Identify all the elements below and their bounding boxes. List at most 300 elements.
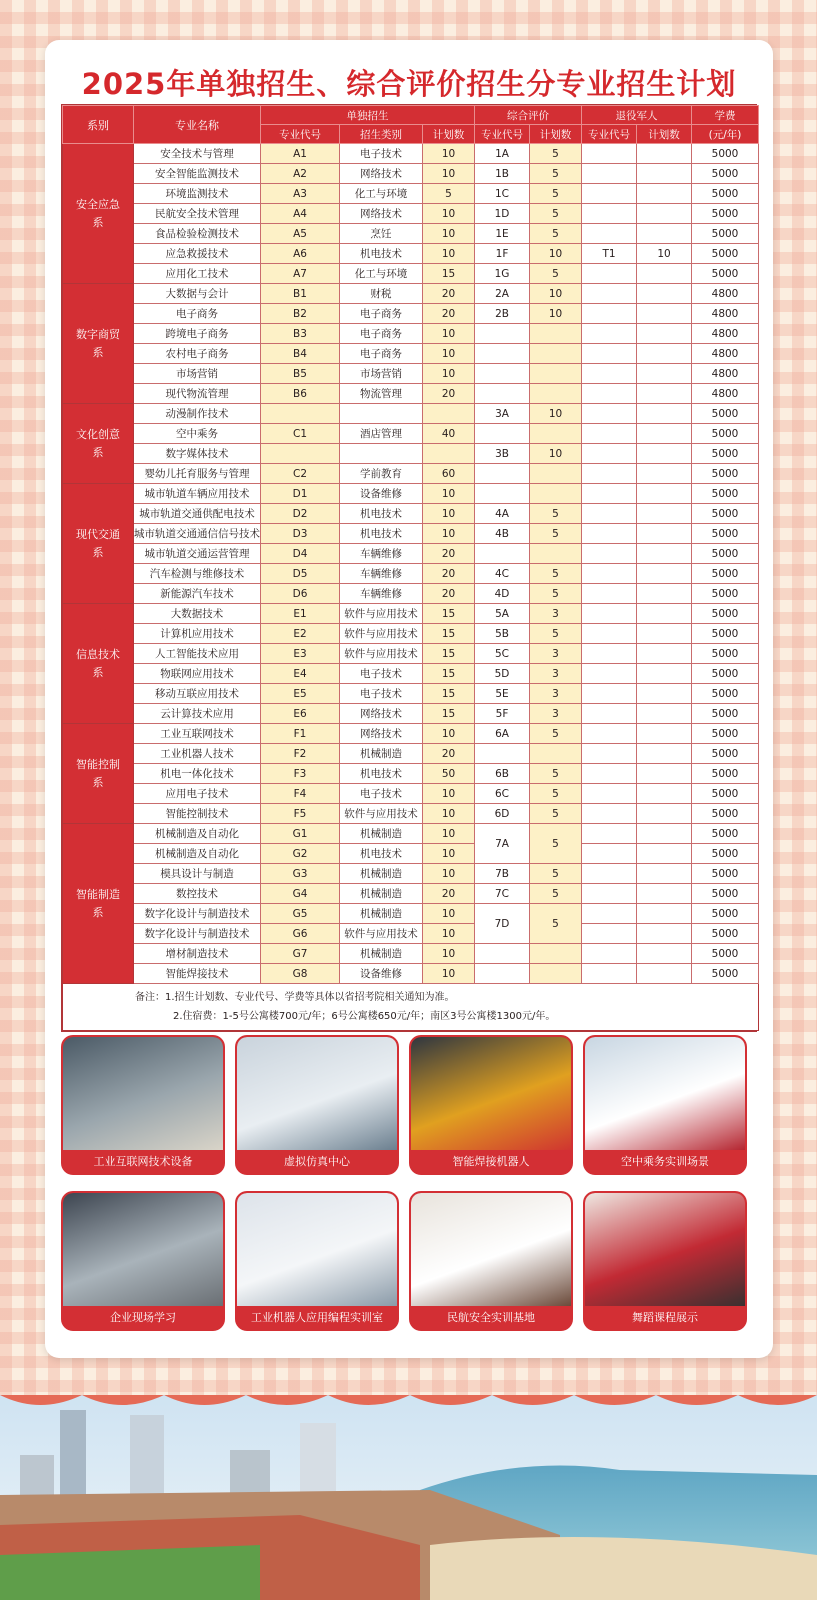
comp-code-cell: 1G — [475, 264, 530, 284]
comp-code-cell — [475, 324, 530, 344]
comp-plan-cell: 5 — [530, 264, 582, 284]
photo-image — [411, 1037, 571, 1150]
category-cell: 网络技术 — [340, 204, 423, 224]
table-row — [63, 804, 759, 824]
plan-count-cell: 60 — [423, 464, 475, 484]
comp-plan-cell — [530, 544, 582, 564]
table-row — [63, 484, 759, 504]
header-veteran: 退役军人 — [582, 106, 692, 125]
header-comp-plan: 计划数 — [530, 125, 582, 144]
major-name-cell: 机械制造及自动化 — [134, 824, 261, 844]
table-row — [63, 784, 759, 804]
table-row — [63, 264, 759, 284]
vet-code-cell — [582, 424, 637, 444]
vet-code-cell — [582, 944, 637, 964]
table-row — [63, 704, 759, 724]
major-name-cell: 数字媒体技术 — [134, 444, 261, 464]
comp-plan-cell: 10 — [530, 304, 582, 324]
table-row — [63, 164, 759, 184]
table-row — [63, 684, 759, 704]
category-cell: 电子商务 — [340, 344, 423, 364]
category-cell: 电子商务 — [340, 304, 423, 324]
major-name-cell: 物联网应用技术 — [134, 664, 261, 684]
vet-code-cell — [582, 584, 637, 604]
vet-plan-cell — [637, 604, 692, 624]
major-code-cell: G1 — [261, 824, 340, 844]
fee-cell: 5000 — [692, 844, 759, 864]
comp-code-cell: 7C — [475, 884, 530, 904]
fee-cell: 5000 — [692, 924, 759, 944]
photo-image — [585, 1037, 745, 1150]
category-cell: 机电技术 — [340, 764, 423, 784]
comp-plan-cell: 3 — [530, 644, 582, 664]
major-name-cell: 空中乘务 — [134, 424, 261, 444]
vet-code-cell — [582, 344, 637, 364]
category-cell: 财税 — [340, 284, 423, 304]
major-name-cell: 大数据与会计 — [134, 284, 261, 304]
vet-code-cell — [582, 724, 637, 744]
plan-count-cell: 10 — [423, 224, 475, 244]
comp-plan-cell: 3 — [530, 604, 582, 624]
table-row — [63, 624, 759, 644]
header-fee: 学费 — [692, 106, 759, 125]
major-code-cell: G3 — [261, 864, 340, 884]
vet-plan-cell — [637, 804, 692, 824]
plan-count-cell: 20 — [423, 384, 475, 404]
photo-image — [237, 1193, 397, 1306]
header-dept: 系别 — [63, 106, 134, 144]
vet-code-cell — [582, 824, 637, 844]
category-cell: 机械制造 — [340, 824, 423, 844]
photo-image — [411, 1193, 571, 1306]
major-code-cell: A6 — [261, 244, 340, 264]
fee-cell: 5000 — [692, 404, 759, 424]
fee-cell: 5000 — [692, 424, 759, 444]
comp-code-cell: 4A — [475, 504, 530, 524]
table-row — [63, 184, 759, 204]
vet-code-cell — [582, 664, 637, 684]
fee-cell: 4800 — [692, 364, 759, 384]
major-name-cell: 数字化设计与制造技术 — [134, 904, 261, 924]
major-name-cell: 动漫制作技术 — [134, 404, 261, 424]
table-row — [63, 444, 759, 464]
vet-plan-cell — [637, 184, 692, 204]
poster-card — [45, 40, 773, 1358]
plan-count-cell: 50 — [423, 764, 475, 784]
table-row — [63, 724, 759, 744]
fee-cell: 5000 — [692, 224, 759, 244]
plan-count-cell: 20 — [423, 884, 475, 904]
category-cell — [340, 444, 423, 464]
category-cell: 机电技术 — [340, 244, 423, 264]
category-cell: 电子技术 — [340, 784, 423, 804]
fee-cell: 5000 — [692, 504, 759, 524]
plan-count-cell: 10 — [423, 324, 475, 344]
major-code-cell: D4 — [261, 544, 340, 564]
major-code-cell: A3 — [261, 184, 340, 204]
plan-count-cell: 10 — [423, 864, 475, 884]
major-code-cell: G7 — [261, 944, 340, 964]
comp-code-cell — [475, 464, 530, 484]
fee-cell: 5000 — [692, 944, 759, 964]
major-name-cell: 市场营销 — [134, 364, 261, 384]
major-code-cell: B6 — [261, 384, 340, 404]
vet-code-cell — [582, 864, 637, 884]
category-cell: 网络技术 — [340, 164, 423, 184]
fee-cell: 5000 — [692, 584, 759, 604]
major-code-cell: B3 — [261, 324, 340, 344]
major-code-cell: E4 — [261, 664, 340, 684]
city-skyline-image — [0, 1395, 817, 1600]
fee-cell: 5000 — [692, 684, 759, 704]
vet-code-cell — [582, 624, 637, 644]
vet-code-cell — [582, 904, 637, 924]
major-name-cell: 大数据技术 — [134, 604, 261, 624]
major-code-cell: A2 — [261, 164, 340, 184]
enrollment-table-wrap — [61, 104, 757, 1032]
note-line-1: 备注：1.招生计划数、专业代号、学费等具体以省招考院相关通知为准。 — [135, 992, 455, 1003]
comp-plan-cell — [530, 324, 582, 344]
plan-count-cell: 10 — [423, 504, 475, 524]
comp-plan-cell: 10 — [530, 444, 582, 464]
dept-cell: 数字商贸系 — [63, 284, 134, 404]
plan-count-cell: 10 — [423, 844, 475, 864]
category-cell: 化工与环境 — [340, 264, 423, 284]
table-row — [63, 604, 759, 624]
plan-count-cell: 15 — [423, 604, 475, 624]
fee-cell: 5000 — [692, 744, 759, 764]
fee-cell: 5000 — [692, 204, 759, 224]
fee-cell: 5000 — [692, 604, 759, 624]
photo-caption: 舞蹈课程展示 — [632, 1311, 698, 1324]
table-row — [63, 244, 759, 264]
vet-plan-cell — [637, 484, 692, 504]
vet-code-cell — [582, 544, 637, 564]
header-major: 专业名称 — [134, 106, 261, 144]
major-code-cell: F3 — [261, 764, 340, 784]
table-row — [63, 284, 759, 304]
category-cell: 软件与应用技术 — [340, 924, 423, 944]
vet-code-cell — [582, 284, 637, 304]
comp-plan-cell — [530, 964, 582, 984]
category-cell: 学前教育 — [340, 464, 423, 484]
category-cell: 电子技术 — [340, 144, 423, 164]
comp-code-cell: 5F — [475, 704, 530, 724]
vet-code-cell — [582, 384, 637, 404]
fee-cell: 5000 — [692, 444, 759, 464]
table-row — [63, 864, 759, 884]
major-name-cell: 城市轨道交通运营管理 — [134, 544, 261, 564]
table-row — [63, 144, 759, 164]
page-title: 2025年单独招生、综合评价招生分专业招生计划 — [81, 67, 737, 101]
photo-image — [63, 1193, 223, 1306]
header-fee-unit: (元/年) — [692, 125, 759, 144]
vet-code-cell — [582, 164, 637, 184]
vet-plan-cell — [637, 164, 692, 184]
comp-code-cell: 1C — [475, 184, 530, 204]
vet-code-cell — [582, 784, 637, 804]
table-row — [63, 824, 759, 844]
table-row — [63, 364, 759, 384]
category-cell: 电子商务 — [340, 324, 423, 344]
comp-code-cell: 7A — [475, 824, 530, 864]
fee-cell: 5000 — [692, 564, 759, 584]
vet-plan-cell — [637, 624, 692, 644]
major-name-cell: 增材制造技术 — [134, 944, 261, 964]
major-code-cell: E6 — [261, 704, 340, 724]
table-body — [63, 144, 759, 984]
fee-cell: 5000 — [692, 484, 759, 504]
vet-code-cell — [582, 684, 637, 704]
vet-code-cell — [582, 464, 637, 484]
plan-count-cell: 10 — [423, 364, 475, 384]
comp-code-cell: 5D — [475, 664, 530, 684]
vet-code-cell — [582, 444, 637, 464]
comp-plan-cell: 5 — [530, 524, 582, 544]
fee-cell: 5000 — [692, 824, 759, 844]
category-cell: 机电技术 — [340, 844, 423, 864]
comp-code-cell — [475, 364, 530, 384]
fee-cell: 4800 — [692, 324, 759, 344]
major-name-cell: 城市轨道交通通信信号技术 — [134, 524, 261, 544]
category-cell: 机械制造 — [340, 864, 423, 884]
photo-card — [409, 1035, 573, 1175]
vet-plan-cell — [637, 864, 692, 884]
comp-code-cell: 1D — [475, 204, 530, 224]
category-cell: 物流管理 — [340, 384, 423, 404]
comp-code-cell: 6A — [475, 724, 530, 744]
header-comp-code: 专业代号 — [475, 125, 530, 144]
major-code-cell: B2 — [261, 304, 340, 324]
fee-cell: 5000 — [692, 664, 759, 684]
table-row — [63, 924, 759, 944]
plan-count-cell: 10 — [423, 724, 475, 744]
comp-code-cell — [475, 944, 530, 964]
category-cell: 设备维修 — [340, 484, 423, 504]
vet-code-cell — [582, 844, 637, 864]
comp-code-cell: 1A — [475, 144, 530, 164]
fee-cell: 4800 — [692, 284, 759, 304]
major-code-cell: G6 — [261, 924, 340, 944]
table-row — [63, 744, 759, 764]
category-cell: 设备维修 — [340, 964, 423, 984]
photo-image — [63, 1037, 223, 1150]
comp-plan-cell: 5 — [530, 504, 582, 524]
table-row — [63, 404, 759, 424]
dept-cell: 安全应急系 — [63, 144, 134, 284]
vet-code-cell — [582, 144, 637, 164]
table-row — [63, 504, 759, 524]
vet-code-cell — [582, 184, 637, 204]
comp-code-cell: 5B — [475, 624, 530, 644]
vet-plan-cell: 10 — [637, 244, 692, 264]
table-row — [63, 384, 759, 404]
major-name-cell: 现代物流管理 — [134, 384, 261, 404]
major-name-cell: 汽车检测与维修技术 — [134, 564, 261, 584]
vet-plan-cell — [637, 824, 692, 844]
comp-plan-cell: 3 — [530, 704, 582, 724]
table-row — [63, 644, 759, 664]
comp-plan-cell — [530, 464, 582, 484]
comp-plan-cell — [530, 744, 582, 764]
vet-code-cell — [582, 964, 637, 984]
major-code-cell: E3 — [261, 644, 340, 664]
enrollment-table — [62, 105, 759, 1031]
photo-caption: 企业现场学习 — [110, 1311, 176, 1324]
header-code: 专业代号 — [261, 125, 340, 144]
major-code-cell: G8 — [261, 964, 340, 984]
comp-plan-cell: 5 — [530, 164, 582, 184]
comp-plan-cell — [530, 484, 582, 504]
comp-code-cell — [475, 484, 530, 504]
table-row — [63, 464, 759, 484]
plan-count-cell: 15 — [423, 704, 475, 724]
plan-count-cell: 15 — [423, 644, 475, 664]
header-vet-plan: 计划数 — [637, 125, 692, 144]
vet-plan-cell — [637, 204, 692, 224]
major-name-cell: 食品检验检测技术 — [134, 224, 261, 244]
comp-plan-cell — [530, 364, 582, 384]
category-cell — [340, 404, 423, 424]
comp-plan-cell: 5 — [530, 884, 582, 904]
comp-plan-cell: 5 — [530, 584, 582, 604]
category-cell: 软件与应用技术 — [340, 804, 423, 824]
table-row — [63, 904, 759, 924]
major-name-cell: 城市轨道车辆应用技术 — [134, 484, 261, 504]
major-name-cell: 民航安全技术管理 — [134, 204, 261, 224]
major-name-cell: 工业机器人技术 — [134, 744, 261, 764]
plan-count-cell: 15 — [423, 664, 475, 684]
major-name-cell: 安全智能监测技术 — [134, 164, 261, 184]
comp-plan-cell: 3 — [530, 684, 582, 704]
major-name-cell: 智能焊接技术 — [134, 964, 261, 984]
major-code-cell: G2 — [261, 844, 340, 864]
plan-count-cell: 10 — [423, 164, 475, 184]
photo-caption: 空中乘务实训场景 — [621, 1155, 709, 1168]
comp-plan-cell — [530, 424, 582, 444]
comp-plan-cell: 10 — [530, 244, 582, 264]
comp-plan-cell: 5 — [530, 564, 582, 584]
major-code-cell: F5 — [261, 804, 340, 824]
vet-code-cell — [582, 744, 637, 764]
vet-plan-cell — [637, 964, 692, 984]
major-name-cell: 人工智能技术应用 — [134, 644, 261, 664]
vet-code-cell — [582, 264, 637, 284]
vet-plan-cell — [637, 284, 692, 304]
category-cell: 车辆维修 — [340, 584, 423, 604]
comp-code-cell — [475, 964, 530, 984]
photo-caption: 工业互联网技术设备 — [93, 1155, 193, 1168]
comp-code-cell — [475, 424, 530, 444]
category-cell: 机械制造 — [340, 944, 423, 964]
photo-caption: 工业机器人应用编程实训室 — [251, 1311, 383, 1324]
comp-plan-cell: 5 — [530, 184, 582, 204]
comp-code-cell: 2B — [475, 304, 530, 324]
table-row — [63, 664, 759, 684]
note-line-2: 2.住宿费：1-5号公寓楼700元/年；6号公寓楼650元/年；南区3号公寓楼1300元/年。 — [173, 1011, 556, 1022]
city-skyline-banner — [0, 1395, 817, 1600]
comp-plan-cell: 5 — [530, 144, 582, 164]
vet-code-cell — [582, 404, 637, 424]
vet-plan-cell — [637, 684, 692, 704]
major-name-cell: 智能控制技术 — [134, 804, 261, 824]
vet-plan-cell — [637, 844, 692, 864]
major-name-cell: 新能源汽车技术 — [134, 584, 261, 604]
vet-plan-cell — [637, 364, 692, 384]
plan-count-cell: 5 — [423, 184, 475, 204]
comp-plan-cell: 5 — [530, 204, 582, 224]
comp-code-cell: 1B — [475, 164, 530, 184]
major-code-cell: E1 — [261, 604, 340, 624]
plan-count-cell: 20 — [423, 744, 475, 764]
category-cell: 网络技术 — [340, 704, 423, 724]
header-comprehensive: 综合评价 — [475, 106, 582, 125]
vet-code-cell — [582, 364, 637, 384]
vet-plan-cell — [637, 404, 692, 424]
notes — [63, 984, 759, 1031]
fee-cell: 5000 — [692, 864, 759, 884]
major-code-cell — [261, 404, 340, 424]
table-row — [63, 544, 759, 564]
photo-card — [235, 1035, 399, 1175]
major-name-cell: 应用化工技术 — [134, 264, 261, 284]
vet-code-cell — [582, 884, 637, 904]
table-row — [63, 324, 759, 344]
comp-code-cell: 5A — [475, 604, 530, 624]
vet-code-cell — [582, 804, 637, 824]
vet-plan-cell — [637, 444, 692, 464]
dept-cell: 智能控制系 — [63, 724, 134, 824]
comp-code-cell: 1F — [475, 244, 530, 264]
major-name-cell: 应急救援技术 — [134, 244, 261, 264]
photo-caption: 虚拟仿真中心 — [284, 1155, 350, 1168]
major-name-cell: 模具设计与制造 — [134, 864, 261, 884]
major-name-cell: 机械制造及自动化 — [134, 844, 261, 864]
dept-cell: 现代交通系 — [63, 484, 134, 604]
fee-cell: 5000 — [692, 884, 759, 904]
fee-cell: 5000 — [692, 264, 759, 284]
vet-plan-cell — [637, 764, 692, 784]
comp-plan-cell: 10 — [530, 284, 582, 304]
major-name-cell: 机电一体化技术 — [134, 764, 261, 784]
vet-plan-cell — [637, 224, 692, 244]
major-code-cell: A7 — [261, 264, 340, 284]
major-code-cell: D1 — [261, 484, 340, 504]
vet-plan-cell — [637, 144, 692, 164]
photo-caption: 智能焊接机器人 — [452, 1155, 530, 1168]
major-name-cell: 农村电子商务 — [134, 344, 261, 364]
comp-plan-cell — [530, 384, 582, 404]
vet-code-cell — [582, 604, 637, 624]
comp-code-cell — [475, 344, 530, 364]
comp-code-cell: 4D — [475, 584, 530, 604]
fee-cell: 5000 — [692, 624, 759, 644]
comp-plan-cell: 5 — [530, 224, 582, 244]
vet-code-cell — [582, 564, 637, 584]
comp-code-cell: 4C — [475, 564, 530, 584]
fee-cell: 4800 — [692, 344, 759, 364]
vet-plan-cell — [637, 264, 692, 284]
major-name-cell: 云计算技术应用 — [134, 704, 261, 724]
dept-cell: 文化创意系 — [63, 404, 134, 484]
plan-count-cell: 10 — [423, 484, 475, 504]
photo-caption: 民航安全实训基地 — [447, 1311, 535, 1324]
vet-plan-cell — [637, 564, 692, 584]
vet-code-cell — [582, 204, 637, 224]
comp-code-cell: 2A — [475, 284, 530, 304]
vet-plan-cell — [637, 304, 692, 324]
comp-code-cell: 5C — [475, 644, 530, 664]
